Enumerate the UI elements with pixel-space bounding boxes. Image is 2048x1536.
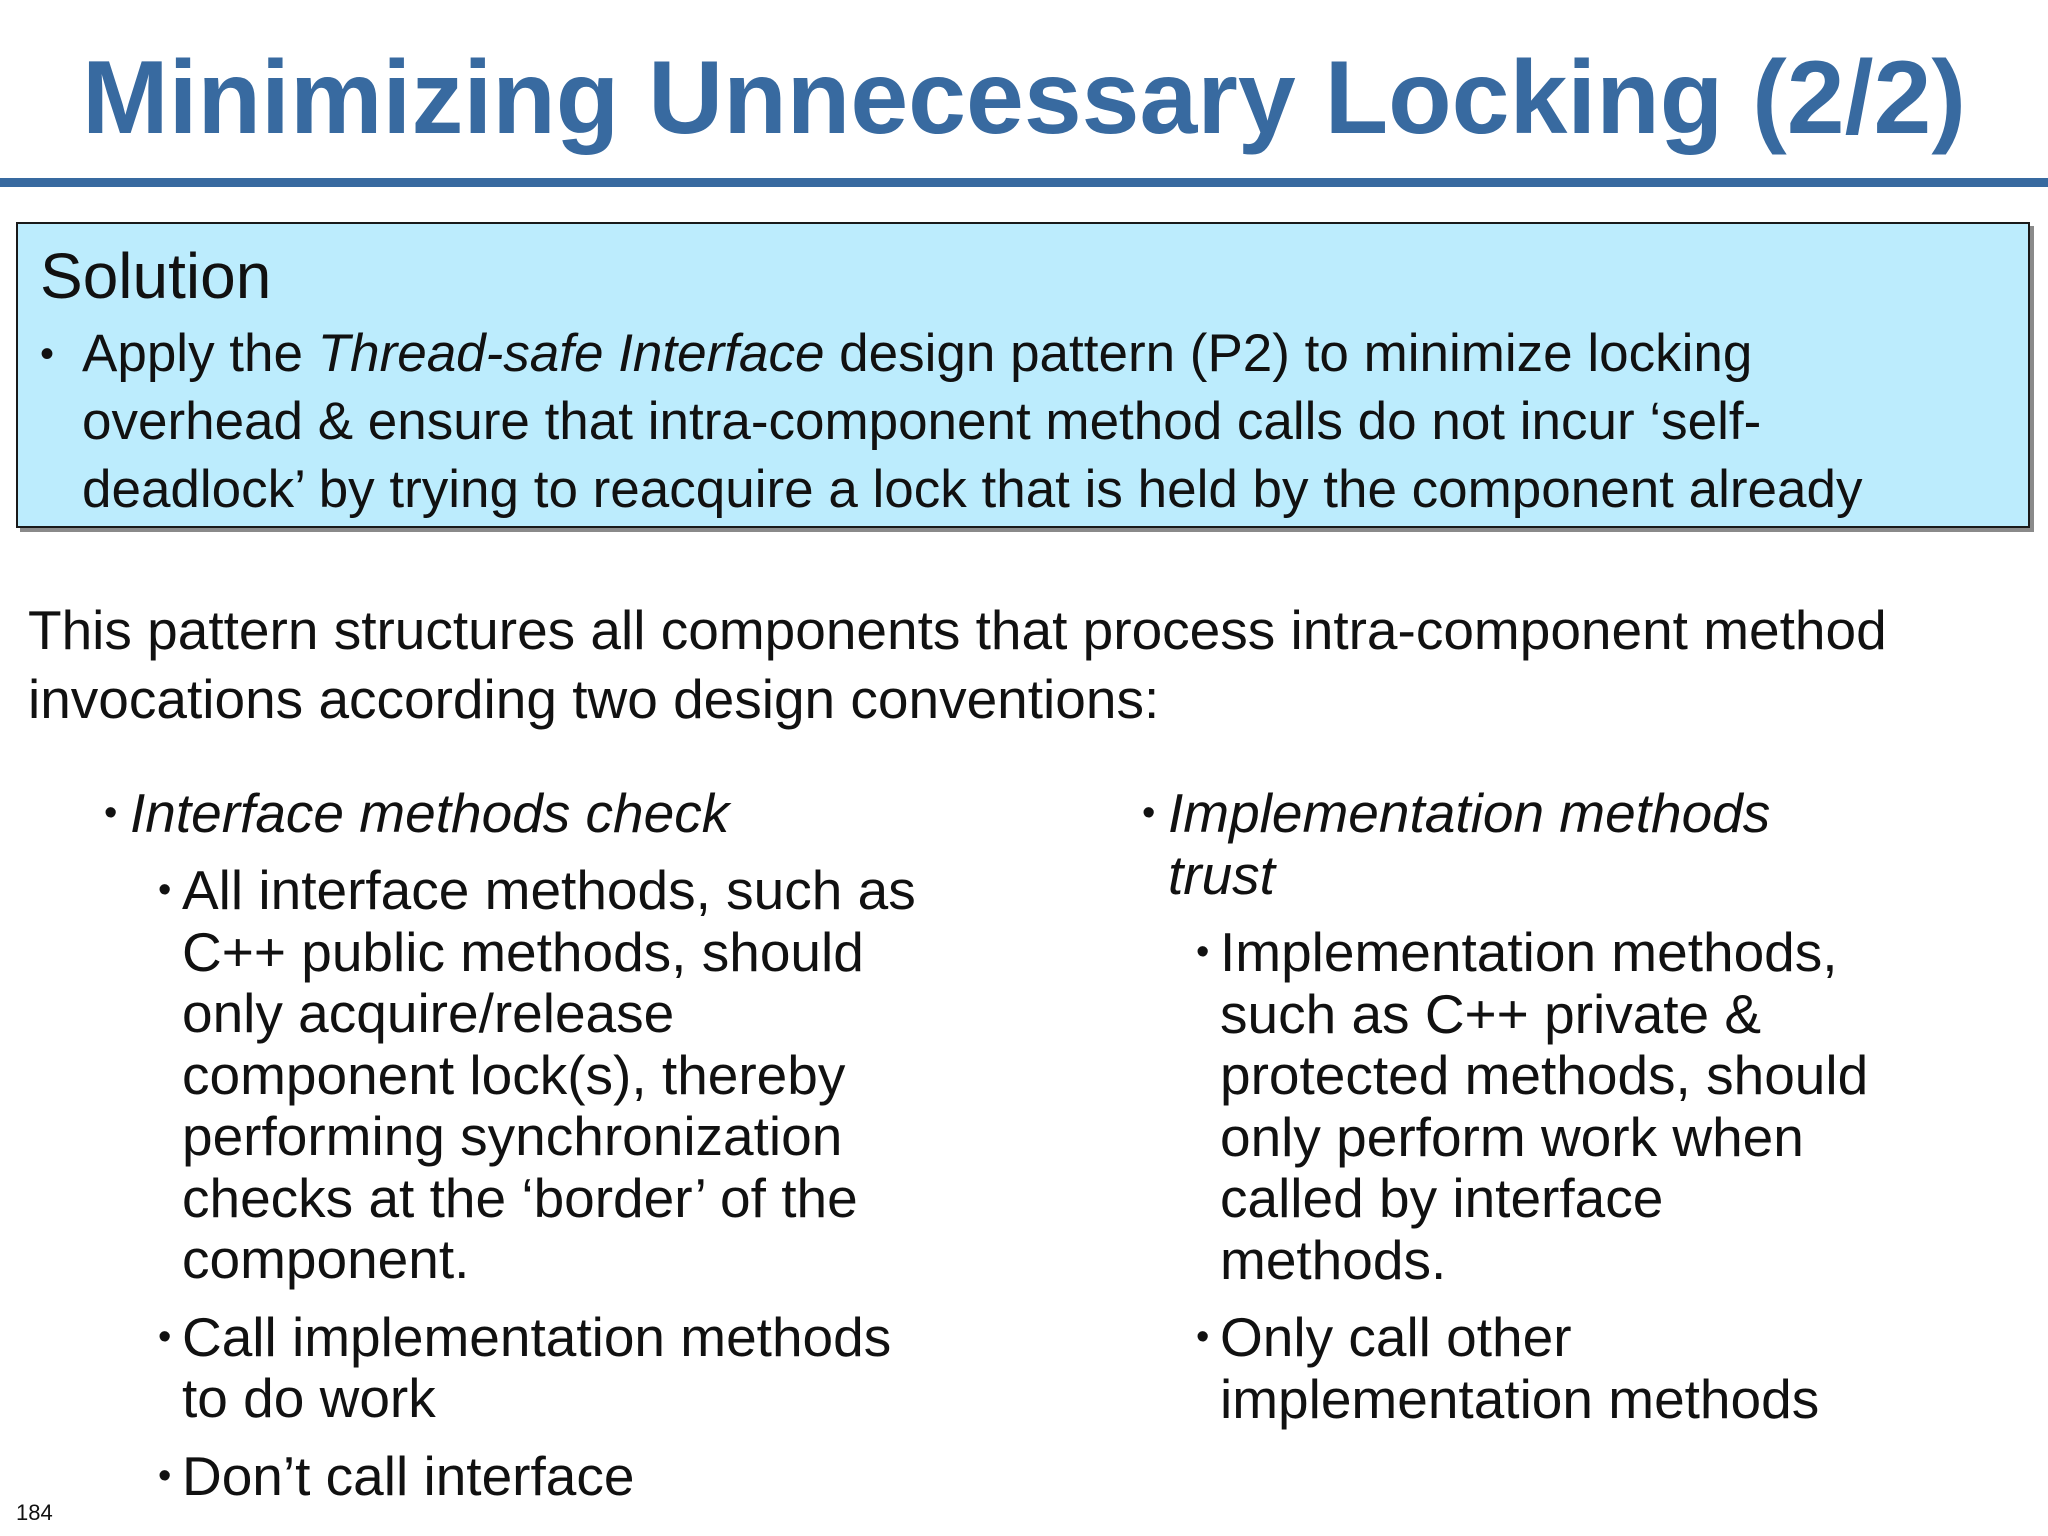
slide-title: Minimizing Unnecessary Locking (2/2) xyxy=(82,40,1966,156)
solution-bullet-line-1 xyxy=(40,320,2030,388)
right-point-2: • Only call other implementation methods xyxy=(1196,1306,1820,1430)
intro-line-2: invocations according two design conventions: xyxy=(28,668,1160,730)
intro-paragraph xyxy=(28,596,2028,734)
bullet-icon: • xyxy=(1142,792,1156,834)
bullet-icon: • xyxy=(158,1315,172,1358)
right-point-1: • Implementation methods, such as C++ private & protected methods, should only perform work when called by interface methods. xyxy=(1196,921,1869,1291)
left-point-1: • All interface methods, such as C++ public methods, should only acquire/release component lock(s), thereby performing synchronization checks at the ‘border’ of the component. xyxy=(158,859,916,1290)
solution-bullet-pattern-name: Thread-safe Interface xyxy=(317,324,825,383)
intro-line-1: This pattern structures all components that process intra-component method xyxy=(28,599,1887,661)
right-convention-heading: • Implementation methods trust xyxy=(1142,782,1771,906)
solution-heading: Solution xyxy=(40,240,272,312)
bullet-icon: • xyxy=(104,792,118,834)
bullet-icon: • xyxy=(158,869,172,911)
solution-box xyxy=(16,222,2030,528)
bullet-icon: • xyxy=(1196,931,1210,973)
left-convention-heading: • Interface methods check xyxy=(104,782,730,844)
solution-bullet-line-3: deadlock’ by trying to reacquire a lock that is held by the component already xyxy=(82,460,1863,519)
solution-bullet-line1-rest: design pattern (P2) to minimize locking xyxy=(824,324,1753,383)
solution-bullet-prefix: Apply the xyxy=(82,324,318,383)
bullet-icon: • xyxy=(1196,1316,1210,1358)
slide-number: 184 xyxy=(16,1500,53,1525)
bullet-icon: • xyxy=(158,1454,172,1497)
left-convention-column xyxy=(104,782,1004,1507)
bullet-icon: • xyxy=(40,332,55,376)
title-divider xyxy=(0,178,2048,187)
left-point-2: • Call implementation methods to do work xyxy=(158,1305,892,1429)
solution-bullet-line-2: overhead & ensure that intra-component method calls do not incur ‘self- xyxy=(82,392,1762,451)
solution-bullet xyxy=(40,320,2030,524)
left-point-3: • Don’t call interface xyxy=(158,1444,635,1507)
right-convention-column xyxy=(1142,782,2022,1430)
